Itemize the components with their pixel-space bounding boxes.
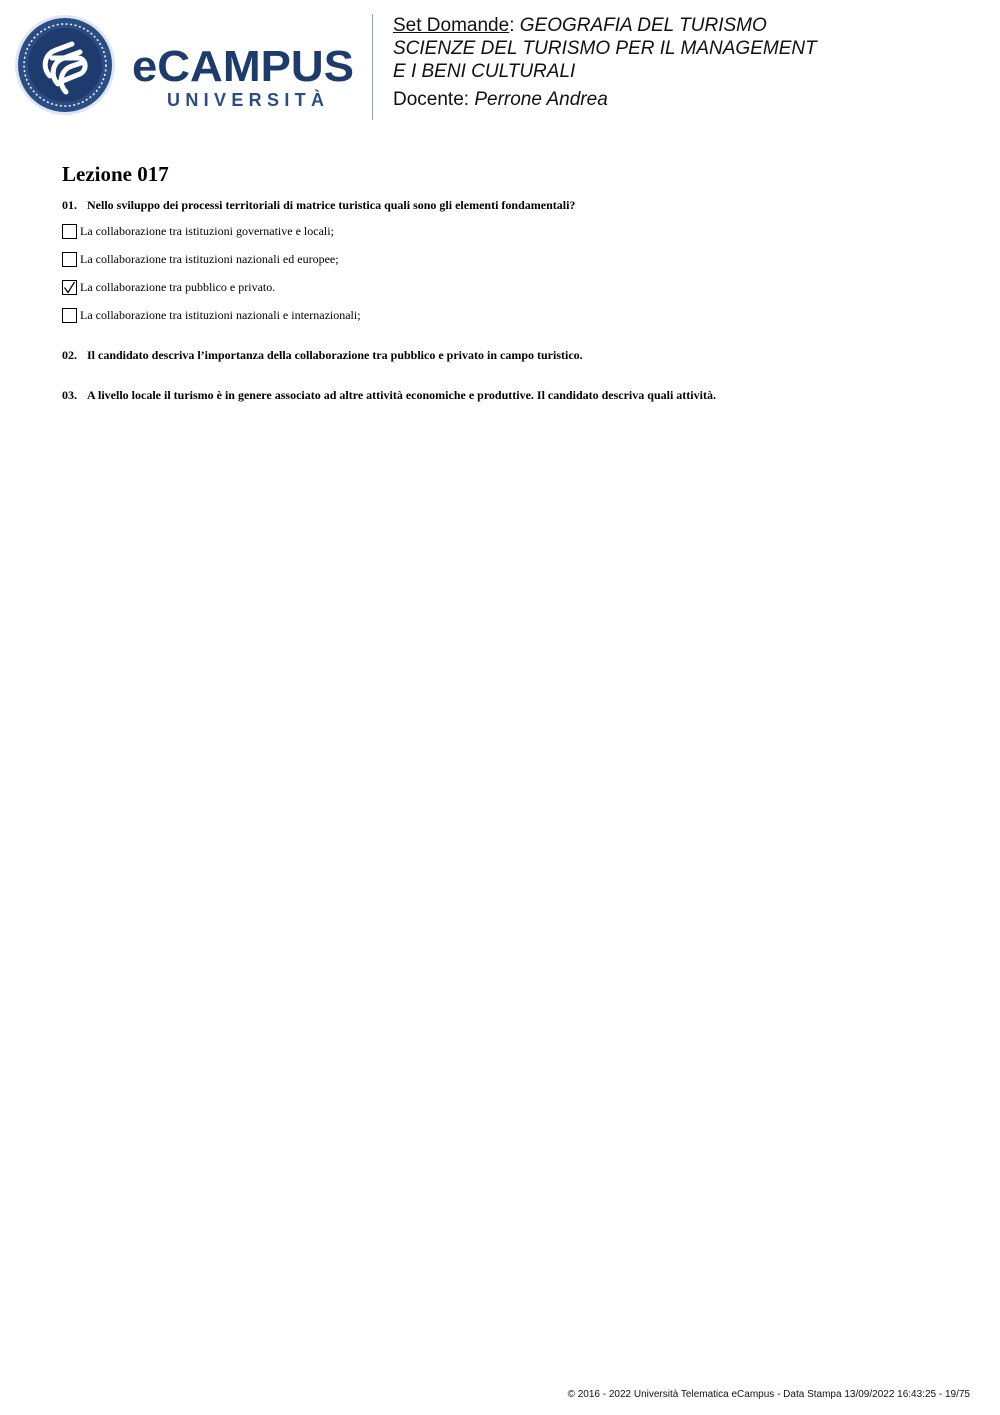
question-text: Il candidato descriva l’importanza della collaborazione tra pubblico e privato in campo turistico. xyxy=(87,348,583,362)
set-domande-separator: : xyxy=(509,15,515,36)
set-domande-row xyxy=(393,14,983,37)
answer-option[interactable] xyxy=(62,251,361,279)
header-info xyxy=(393,14,983,111)
checkmark-icon xyxy=(63,281,76,294)
answer-option[interactable] xyxy=(62,307,361,335)
question-number: 01. xyxy=(62,198,77,212)
answer-options xyxy=(62,223,361,335)
course-line-1-text: SCIENZE DEL TURISMO PER IL MANAGEMENT xyxy=(393,38,817,59)
docente-label: Docente: xyxy=(393,89,470,110)
page-footer: © 2016 - 2022 Università Telematica eCampus - Data Stampa 13/09/2022 16:43:25 - 19/75 xyxy=(567,1389,970,1400)
header-divider xyxy=(372,14,373,120)
question-text: Nello sviluppo dei processi territoriali di matrice turistica quali sono gli elementi fondamentali? xyxy=(87,198,576,212)
answer-option[interactable] xyxy=(62,279,361,307)
question-03 xyxy=(62,388,716,402)
question-number: 03. xyxy=(62,388,77,402)
option-label: La collaborazione tra pubblico e privato. xyxy=(80,280,276,294)
question-number: 02. xyxy=(62,348,77,362)
logo-sub-text: UNIVERSITÀ xyxy=(167,90,324,110)
set-domande-label: Set Domande xyxy=(393,15,510,36)
option-checkbox[interactable] xyxy=(62,224,77,239)
docente-name: Perrone Andrea xyxy=(474,89,608,110)
option-label: La collaborazione tra istituzioni governative e locali; xyxy=(80,224,334,238)
option-label: La collaborazione tra istituzioni nazionali ed europee; xyxy=(80,252,339,266)
docente-row xyxy=(393,88,983,111)
option-checkbox[interactable] xyxy=(62,308,77,323)
option-checkbox-checked[interactable] xyxy=(62,280,77,295)
course-line-1 xyxy=(393,37,983,60)
answer-option[interactable] xyxy=(62,223,361,251)
ecampus-emblem-icon xyxy=(15,15,115,115)
question-02 xyxy=(62,348,583,362)
question-01 xyxy=(62,198,575,212)
lesson-title: Lezione 017 xyxy=(62,162,169,186)
ecampus-logo xyxy=(14,14,359,118)
question-text: A livello locale il turismo è in genere associato ad altre attività economiche e produttive. Il candidato descriva quali attività. xyxy=(87,388,716,402)
logo-brand-text: eCAMPUS xyxy=(132,42,354,91)
course-line-2-text: E I BENI CULTURALI xyxy=(393,61,576,82)
option-checkbox[interactable] xyxy=(62,252,77,267)
course-line-2 xyxy=(393,60,983,83)
option-label: La collaborazione tra istituzioni nazionali e internazionali; xyxy=(80,308,361,322)
set-title: GEOGRAFIA DEL TURISMO xyxy=(519,15,767,36)
